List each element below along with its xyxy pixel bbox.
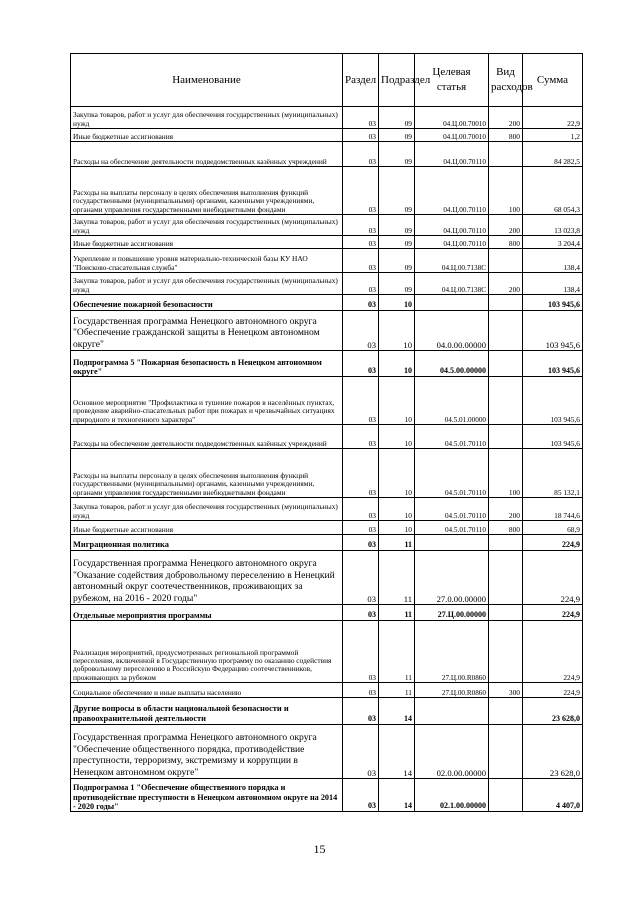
cell-target-article: 04.5.01.70110 <box>415 498 489 521</box>
cell-subsection: 11 <box>379 605 415 621</box>
cell-subsection: 09 <box>379 249 415 273</box>
cell-section: 03 <box>343 142 379 167</box>
cell-subsection: 10 <box>379 425 415 449</box>
table-header-row <box>71 54 583 107</box>
cell-subsection: 14 <box>379 725 415 779</box>
cell-target-article: 04.Ц.00.70110 <box>415 236 489 249</box>
cell-target-article: 27.Ц.00.R0860 <box>415 621 489 683</box>
cell-name: Иные бюджетные ассигнования <box>71 236 343 249</box>
cell-name: Иные бюджетные ассигнования <box>71 129 343 142</box>
cell-target-article <box>415 698 489 725</box>
cell-section: 03 <box>343 107 379 129</box>
cell-subsection: 11 <box>379 535 415 551</box>
cell-section: 03 <box>343 236 379 249</box>
table-row <box>71 273 583 295</box>
cell-expense-type: 200 <box>489 107 523 129</box>
cell-target-article: 04.Ц.00.70110 <box>415 142 489 167</box>
cell-target-article: 04.Ц.00.70110 <box>415 215 489 236</box>
cell-name: Государственная программа Ненецкого автономного округа "Обеспечение общественного порядка, противодействие преступности, терроризму, экстремизму и коррупции в Ненецком автономном округе" <box>71 725 343 779</box>
cell-name: Другие вопросы в области национальной безопасности и правоохранительной деятельности <box>71 698 343 725</box>
cell-expense-type: 300 <box>489 683 523 698</box>
cell-target-article: 04.Ц.00.70110 <box>415 167 489 215</box>
cell-section: 03 <box>343 215 379 236</box>
cell-name: Социальное обеспечение и иные выплаты населению <box>71 683 343 698</box>
cell-expense-type: 800 <box>489 129 523 142</box>
cell-subsection: 10 <box>379 498 415 521</box>
cell-expense-type <box>489 535 523 551</box>
cell-expense-type <box>489 725 523 779</box>
cell-subsection: 09 <box>379 273 415 295</box>
cell-target-article <box>415 295 489 311</box>
cell-expense-type <box>489 425 523 449</box>
cell-amount: 68,9 <box>523 521 583 535</box>
cell-amount: 103 945,6 <box>523 425 583 449</box>
cell-section: 03 <box>343 129 379 142</box>
cell-section: 03 <box>343 605 379 621</box>
cell-amount: 224,9 <box>523 535 583 551</box>
page-number: 15 <box>313 842 326 856</box>
cell-expense-type: 200 <box>489 498 523 521</box>
cell-expense-type <box>489 779 523 812</box>
cell-expense-type: 100 <box>489 167 523 215</box>
cell-expense-type: 100 <box>489 449 523 498</box>
cell-amount: 68 054,3 <box>523 167 583 215</box>
table-row <box>71 551 583 605</box>
cell-amount: 224,9 <box>523 605 583 621</box>
cell-subsection: 14 <box>379 698 415 725</box>
cell-section: 03 <box>343 521 379 535</box>
cell-target-article: 02.1.00.00000 <box>415 779 489 812</box>
cell-section: 03 <box>343 295 379 311</box>
cell-expense-type: 800 <box>489 521 523 535</box>
cell-expense-type <box>489 142 523 167</box>
cell-target-article: 27.Ц.00.R0860 <box>415 683 489 698</box>
header-amount: Сумма <box>523 54 583 107</box>
cell-amount: 85 132,1 <box>523 449 583 498</box>
cell-subsection: 09 <box>379 107 415 129</box>
cell-section: 03 <box>343 698 379 725</box>
cell-target-article: 04.Ц.00.7138С <box>415 273 489 295</box>
cell-subsection: 11 <box>379 621 415 683</box>
cell-section: 03 <box>343 273 379 295</box>
cell-target-article: 27.0.00.00000 <box>415 551 489 605</box>
cell-subsection: 10 <box>379 311 415 351</box>
cell-amount: 138,4 <box>523 273 583 295</box>
cell-expense-type <box>489 621 523 683</box>
cell-amount: 18 744,6 <box>523 498 583 521</box>
cell-subsection: 10 <box>379 377 415 425</box>
header-target-article: Целевая статья <box>415 54 489 107</box>
table-row <box>71 698 583 725</box>
cell-amount: 3 204,4 <box>523 236 583 249</box>
cell-expense-type <box>489 698 523 725</box>
cell-section: 03 <box>343 449 379 498</box>
cell-amount: 103 945,6 <box>523 311 583 351</box>
cell-name: Закупка товаров, работ и услуг для обеспечения государственных (муниципальных) нужд <box>71 215 343 236</box>
cell-section: 03 <box>343 551 379 605</box>
cell-name: Расходы на обеспечение деятельности подведомственных казённых учреждений <box>71 142 343 167</box>
table-row <box>71 605 583 621</box>
table-row <box>71 311 583 351</box>
cell-amount: 23 628,0 <box>523 698 583 725</box>
cell-subsection: 10 <box>379 521 415 535</box>
cell-subsection: 11 <box>379 551 415 605</box>
cell-amount: 13 023,8 <box>523 215 583 236</box>
cell-amount: 103 945,6 <box>523 351 583 377</box>
cell-name: Основное мероприятие "Профилактика и тушение пожаров в населённых пунктах, проведение аварийно-спасательных работ при пожарах и чрезвычайных ситуациях природного и техногенного характера" <box>71 377 343 425</box>
table-row <box>71 377 583 425</box>
cell-section: 03 <box>343 498 379 521</box>
cell-name: Закупка товаров, работ и услуг для обеспечения государственных (муниципальных) нужд <box>71 107 343 129</box>
header-expense-type: Вид расходов <box>489 54 523 107</box>
table-row <box>71 167 583 215</box>
cell-expense-type <box>489 351 523 377</box>
budget-table <box>70 53 583 812</box>
cell-amount: 103 945,6 <box>523 295 583 311</box>
cell-amount: 84 282,5 <box>523 142 583 167</box>
cell-section: 03 <box>343 249 379 273</box>
cell-expense-type <box>489 605 523 621</box>
cell-section: 03 <box>343 377 379 425</box>
cell-name: Иные бюджетные ассигнования <box>71 521 343 535</box>
cell-target-article: 04.5.01.00000 <box>415 377 489 425</box>
cell-section: 03 <box>343 167 379 215</box>
cell-target-article: 04.Ц.00.7138С <box>415 249 489 273</box>
header-name: Наименование <box>71 54 343 107</box>
cell-expense-type: 800 <box>489 236 523 249</box>
cell-name: Расходы на выплаты персоналу в целях обеспечения выполнения функций государственными (муниципальными) органами, казенными учреждениями, органами управления государственными внебюджетными фондами <box>71 449 343 498</box>
cell-amount: 23 628,0 <box>523 725 583 779</box>
cell-name: Закупка товаров, работ и услуг для обеспечения государственных (муниципальных) нужд <box>71 498 343 521</box>
cell-subsection: 10 <box>379 449 415 498</box>
cell-name: Расходы на обеспечение деятельности подведомственных казённых учреждений <box>71 425 343 449</box>
cell-name: Отдельные мероприятия программы <box>71 605 343 621</box>
table-row <box>71 683 583 698</box>
cell-target-article: 04.Ц.00.70010 <box>415 107 489 129</box>
cell-section: 03 <box>343 351 379 377</box>
header-subsection: Подраздел <box>379 54 415 107</box>
cell-expense-type <box>489 377 523 425</box>
cell-name: Расходы на выплаты персоналу в целях обеспечения выполнения функций государственными (муниципальными) органами, казенными учреждениями, органами управления государственными внебюджетными фондами <box>71 167 343 215</box>
cell-subsection: 09 <box>379 142 415 167</box>
cell-name: Реализация мероприятий, предусмотренных региональной программой переселения, включенной в Государственную программу по оказанию содействия добровольному переселению в Российскую Федерацию соотечественников, проживающих за рубежом <box>71 621 343 683</box>
table-row <box>71 449 583 498</box>
cell-subsection: 09 <box>379 167 415 215</box>
table-body <box>71 107 583 812</box>
cell-expense-type <box>489 551 523 605</box>
cell-name: Государственная программа Ненецкого автономного округа "Обеспечение гражданской защиты в Ненецком автономном округе" <box>71 311 343 351</box>
cell-name: Государственная программа Ненецкого автономного округа "Оказание содействия добровольному переселению в Ненецкий автономный округ соотечественников, проживающих за рубежом, на 2016 - 2020 годы" <box>71 551 343 605</box>
table-row <box>71 425 583 449</box>
cell-target-article: 04.5.01.70110 <box>415 449 489 498</box>
cell-amount: 1,2 <box>523 129 583 142</box>
table-row <box>71 498 583 521</box>
cell-section: 03 <box>343 683 379 698</box>
cell-section: 03 <box>343 779 379 812</box>
cell-subsection: 14 <box>379 779 415 812</box>
table-row <box>71 215 583 236</box>
table-row <box>71 295 583 311</box>
cell-section: 03 <box>343 621 379 683</box>
cell-amount: 103 945,6 <box>523 377 583 425</box>
cell-target-article: 04.5.00.00000 <box>415 351 489 377</box>
cell-amount: 224,9 <box>523 621 583 683</box>
cell-expense-type <box>489 295 523 311</box>
cell-amount: 4 407,0 <box>523 779 583 812</box>
cell-target-article: 04.Ц.00.70010 <box>415 129 489 142</box>
cell-amount: 138,4 <box>523 249 583 273</box>
cell-expense-type: 200 <box>489 273 523 295</box>
cell-subsection: 09 <box>379 215 415 236</box>
table-row <box>71 249 583 273</box>
cell-target-article: 27.Ц.00.00000 <box>415 605 489 621</box>
cell-section: 03 <box>343 425 379 449</box>
cell-name: Миграционная политика <box>71 535 343 551</box>
cell-name: Подпрограмма 5 "Пожарная безопасность в Ненецком автономном округе" <box>71 351 343 377</box>
cell-target-article <box>415 535 489 551</box>
cell-target-article: 02.0.00.00000 <box>415 725 489 779</box>
cell-expense-type: 200 <box>489 215 523 236</box>
table-row <box>71 351 583 377</box>
cell-subsection: 09 <box>379 129 415 142</box>
table-row <box>71 107 583 129</box>
table-row <box>71 621 583 683</box>
cell-subsection: 10 <box>379 295 415 311</box>
cell-section: 03 <box>343 535 379 551</box>
cell-name: Укрепление и повышение уровня материально-технической базы КУ НАО "Поисково-спасательная служба" <box>71 249 343 273</box>
cell-subsection: 10 <box>379 351 415 377</box>
cell-amount: 22,9 <box>523 107 583 129</box>
table-row <box>71 236 583 249</box>
cell-amount: 224,9 <box>523 551 583 605</box>
header-section: Раздел <box>343 54 379 107</box>
table-row <box>71 725 583 779</box>
cell-target-article: 04.5.01.70110 <box>415 425 489 449</box>
cell-amount: 224,9 <box>523 683 583 698</box>
cell-expense-type <box>489 249 523 273</box>
cell-expense-type <box>489 311 523 351</box>
cell-subsection: 11 <box>379 683 415 698</box>
cell-section: 03 <box>343 311 379 351</box>
cell-name: Обеспечение пожарной безопасности <box>71 295 343 311</box>
cell-target-article: 04.5.01.70110 <box>415 521 489 535</box>
cell-name: Закупка товаров, работ и услуг для обеспечения государственных (муниципальных) нужд <box>71 273 343 295</box>
table-row <box>71 142 583 167</box>
table-row <box>71 129 583 142</box>
table-row <box>71 779 583 812</box>
table-row <box>71 535 583 551</box>
cell-subsection: 09 <box>379 236 415 249</box>
cell-name: Подпрограмма 1 "Обеспечение общественного порядка и противодействие преступности в Ненецком автономном округе на 2014 - 2020 годы" <box>71 779 343 812</box>
cell-target-article: 04.0.00.00000 <box>415 311 489 351</box>
cell-section: 03 <box>343 725 379 779</box>
table-row <box>71 521 583 535</box>
